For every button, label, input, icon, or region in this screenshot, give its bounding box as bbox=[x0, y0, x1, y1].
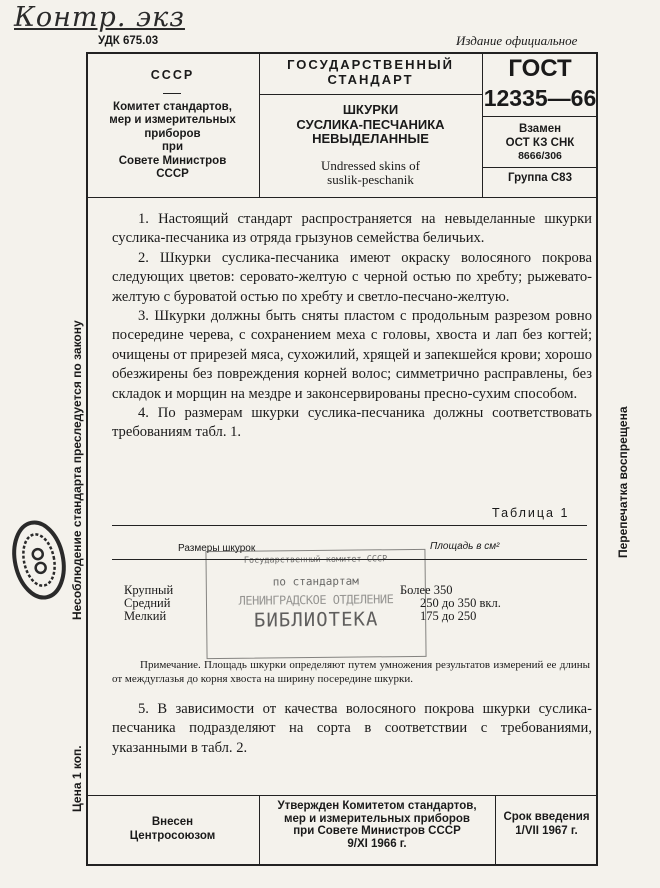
library-stamp bbox=[205, 549, 426, 659]
paragraph-5: 5. В зависимости от качества волосяного покрова шкурки суслика-песчаника подразделяют на сорта в соответствии с требованиями, указанными в табл. 2. bbox=[112, 701, 592, 756]
committee-line: приборов bbox=[144, 127, 201, 140]
header-bottom-rule bbox=[86, 197, 598, 198]
table-cell-size: Крупный bbox=[124, 583, 174, 597]
committee-block bbox=[86, 101, 259, 181]
committee-line: Комитет стандартов, bbox=[113, 101, 232, 113]
stamp-line-2: по стандартам bbox=[272, 574, 359, 589]
stamp-line-1: Государственный комитет СССР bbox=[243, 554, 388, 566]
title-english-line: Undressed skins of bbox=[321, 158, 420, 173]
side-price: Цена 1 коп. bbox=[70, 745, 84, 812]
footer-introduced-line: Внесен bbox=[151, 816, 194, 828]
replaces-line: 8666/306 bbox=[518, 150, 562, 162]
round-seal-icon bbox=[8, 514, 70, 606]
footer-introduced bbox=[86, 815, 259, 843]
footer-effective-date bbox=[495, 811, 598, 838]
table-cell-area: 250 до 350 вкл. bbox=[420, 596, 501, 610]
committee-line: Совете Министров bbox=[118, 154, 227, 167]
replaces-line: Взамен bbox=[518, 123, 562, 135]
footer-top-rule bbox=[86, 795, 598, 796]
table-cell-size: Мелкий bbox=[124, 609, 167, 623]
gost-label: ГОСТ bbox=[508, 55, 572, 82]
paragraph-1: 1. Настоящий стандарт распространяется на невыделанные шкурки суслика-песчаника из отряда грызунов семейства беличьих. bbox=[112, 211, 592, 247]
country-label: СССР bbox=[150, 68, 195, 82]
stamp-line-4: БИБЛИОТЕКА bbox=[253, 608, 379, 632]
stamp-line-3: ЛЕНИНГРАДСКОЕ ОТДЕЛЕНИЕ bbox=[238, 592, 394, 608]
table-top-rule bbox=[112, 525, 587, 526]
country-underline bbox=[163, 93, 181, 94]
title-line: СУСЛИКА-ПЕСЧАНИКА bbox=[296, 116, 445, 132]
standard-type-line: СТАНДАРТ bbox=[327, 72, 414, 87]
title-line: ШКУРКИ bbox=[342, 102, 399, 117]
table-cell-area: Более 350 bbox=[400, 583, 453, 597]
footer-approved bbox=[259, 800, 495, 850]
paragraph-2: 2. Шкурки суслика-песчаника имеют окраску волосяного покрова следующих цветов: серовато-желтую с черной остью по хребту; рыжевато-желтую с буроватой остью по хребту и светло-песчано-желтую. bbox=[112, 249, 592, 305]
footer-approved-line: при Совете Министров СССР bbox=[293, 825, 461, 837]
footer-introduced-line: Центросоюзом bbox=[129, 830, 216, 842]
gost-number-rule bbox=[482, 116, 598, 117]
standard-type bbox=[259, 57, 482, 87]
footer-approved-line: Утвержден Комитетом стандартов, bbox=[277, 800, 477, 812]
body-text bbox=[112, 210, 592, 443]
edition-note: Издание официальное bbox=[456, 33, 578, 48]
table-header-area-text: Площадь в см² bbox=[430, 541, 500, 552]
group-rule bbox=[482, 167, 598, 168]
committee-line: при bbox=[161, 141, 184, 154]
title-english bbox=[259, 159, 482, 186]
paragraph-4: 4. По размерам шкурки суслика-песчаника должны соответствовать требованиям табл. 1. bbox=[112, 405, 592, 441]
document-title bbox=[259, 103, 482, 147]
footer-approved-line: мер и измерительных приборов bbox=[284, 812, 470, 825]
handwritten-mark: Контр. экз bbox=[14, 2, 185, 33]
table-caption: Таблица 1 bbox=[492, 506, 570, 520]
side-law-notice: Несоблюдение стандарта преследуется по закону bbox=[70, 320, 84, 620]
footer-effective-line: 1/VII 1967 г. bbox=[515, 824, 578, 837]
group-label: Группа C83 bbox=[508, 172, 572, 184]
table-header-area bbox=[430, 541, 499, 552]
footer-effective-line: Срок введения bbox=[503, 811, 590, 823]
committee-line: мер и измерительных bbox=[109, 114, 236, 127]
table-header-size: Размеры шкурок bbox=[178, 543, 256, 554]
udk-code: УДК 675.03 bbox=[98, 35, 159, 47]
table-cell-area: 175 до 250 bbox=[420, 609, 477, 623]
gost-number: 12335—66 bbox=[483, 85, 597, 111]
table-cell-size: Средний bbox=[124, 596, 171, 610]
standard-type-line: ГОСУДАРСТВЕННЫЙ bbox=[287, 57, 454, 72]
side-reprint-notice: Перепечатка воспрещена bbox=[616, 406, 630, 558]
footer-approved-line: 9/XI 1966 г. bbox=[347, 837, 407, 850]
table-note: Примечание. Площадь шкурки определяют путем умножения результатов измерений ее длины от междуглазья до корня хвоста на ширину посередине шкурки. bbox=[112, 659, 590, 685]
title-line: НЕВЫДЕЛАННЫЕ bbox=[312, 131, 429, 147]
paragraph-3: 3. Шкурки должны быть сняты пластом с продольным разрезом ровно посередине черева, с сохранением меха с головы, хвоста и лап без когтей; очищены от прирезей мяса, сухожилий, хрящей и запекшейся крови; хорошо обезжирены без повреждения корней волос; симметрично расправлены, без складок и морщин на мездре и законсервированы пресно-сухим способом. bbox=[112, 308, 592, 402]
replaces-line: ОСТ КЗ СНК bbox=[505, 136, 575, 149]
title-rule bbox=[259, 94, 482, 95]
replaces-block bbox=[482, 123, 598, 164]
committee-line: СССР bbox=[156, 168, 189, 181]
title-english-line: suslik-peschanik bbox=[327, 171, 414, 187]
